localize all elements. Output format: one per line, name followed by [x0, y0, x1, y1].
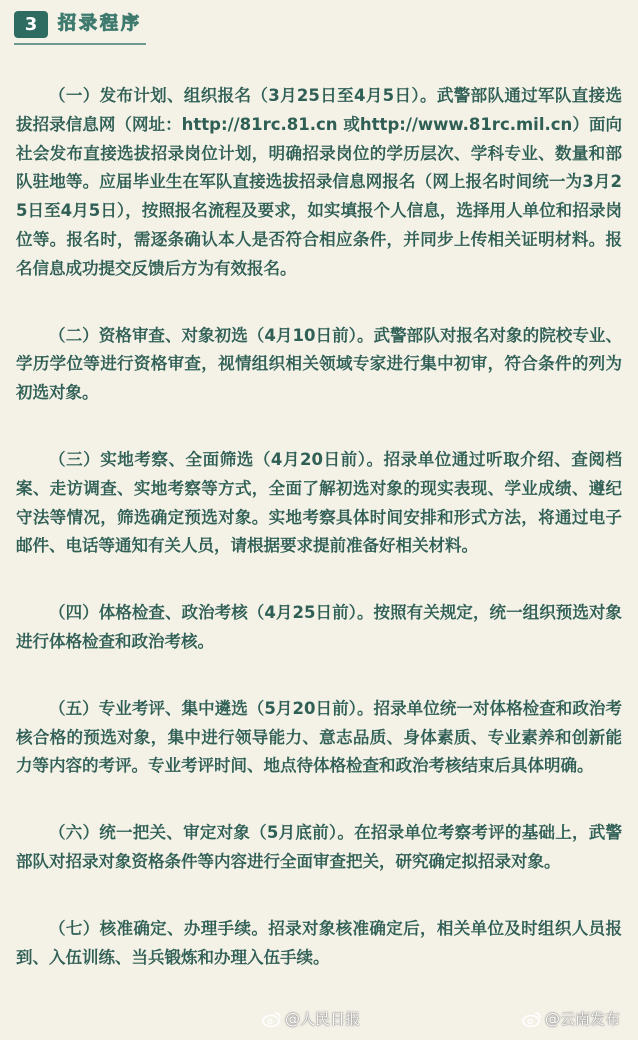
header-underline [14, 43, 146, 45]
step-3-paragraph: （三）实地考察、全面筛选（4月20日前）。招录单位通过听取介绍、查阅档案、走访调查、实地考察等方式，全面了解初选对象的现实表现、学业成绩、遵纪守法等情况，筛选确定预选对象。实地考察具体时间安排和形式方法，将通过电子邮件、电话等通知有关人员，请根据要求提前准备好相关材料。 [16, 449, 622, 556]
watermark-bar [0, 1008, 638, 1036]
step-5-paragraph: （五）专业考评、集中遴选（5月20日前）。招录单位统一对体格检查和政治考核合格的预选对象，集中进行领导能力、意志品质、身体素质、专业素养和创新能力等内容的考评。专业考评时间、地点待体格检查和政治考核结束后具体明确。 [16, 698, 622, 776]
step-7-paragraph: （七）核准确定、办理手续。招录对象核准确定后，相关单位及时组织人员报到、入伍训练、当兵锻炼和办理入伍手续。 [16, 918, 622, 967]
watermark-right-text: @云南发布 [545, 1010, 621, 1028]
weibo-icon [262, 1011, 282, 1027]
step-6-paragraph: （六）统一把关、审定对象（5月底前）。在招录单位考察考评的基础上，武警部队对招录对象资格条件等内容进行全面审查把关，研究确定拟招录对象。 [16, 823, 622, 871]
watermark-renmin-ribao [262, 1008, 360, 1029]
step-1-paragraph: （一）发布计划、组织报名（3月25日至4月5日）。武警部队通过军队直接选拔招录信息网（网址：http://81rc.81.cn 或http://www.81rc.mil.cn）面向社会发布直接选拔招录岗位计划，明确招录岗位的学历层次、学科专业、数量和部队驻地等。应届毕业生在军队直接选拔招录信息网报名（网上报名时间统一为3月25日至4月5日），按照报名流程及要求，如实填报个人信息，选择用人单位和招录岗位等。报名时，需逐条确认本人是否符合相应条件，并同步上传相关证明材料。报名信息成功提交反馈后方为有效报名。 [16, 86, 622, 278]
step-4-paragraph: （四）体格检查、政治考核（4月25日前）。按照有关规定，统一组织预选对象进行体格检查和政治考核。 [16, 603, 622, 651]
step-2-paragraph: （二）资格审查、对象初选（4月10日前）。武警部队对报名对象的院校专业、学历学位等进行资格审查，视情组织相关领域专家进行集中初审，符合条件的列为初选对象。 [16, 325, 622, 403]
weibo-icon [522, 1011, 542, 1027]
watermark-yunnan-fabu [522, 1008, 620, 1029]
section-header [14, 11, 146, 45]
watermark-left-text: @人民日报 [285, 1010, 361, 1028]
section-number-badge: 3 [14, 11, 48, 38]
section-title: 招录程序 [58, 13, 142, 34]
article-body [16, 82, 622, 1010]
